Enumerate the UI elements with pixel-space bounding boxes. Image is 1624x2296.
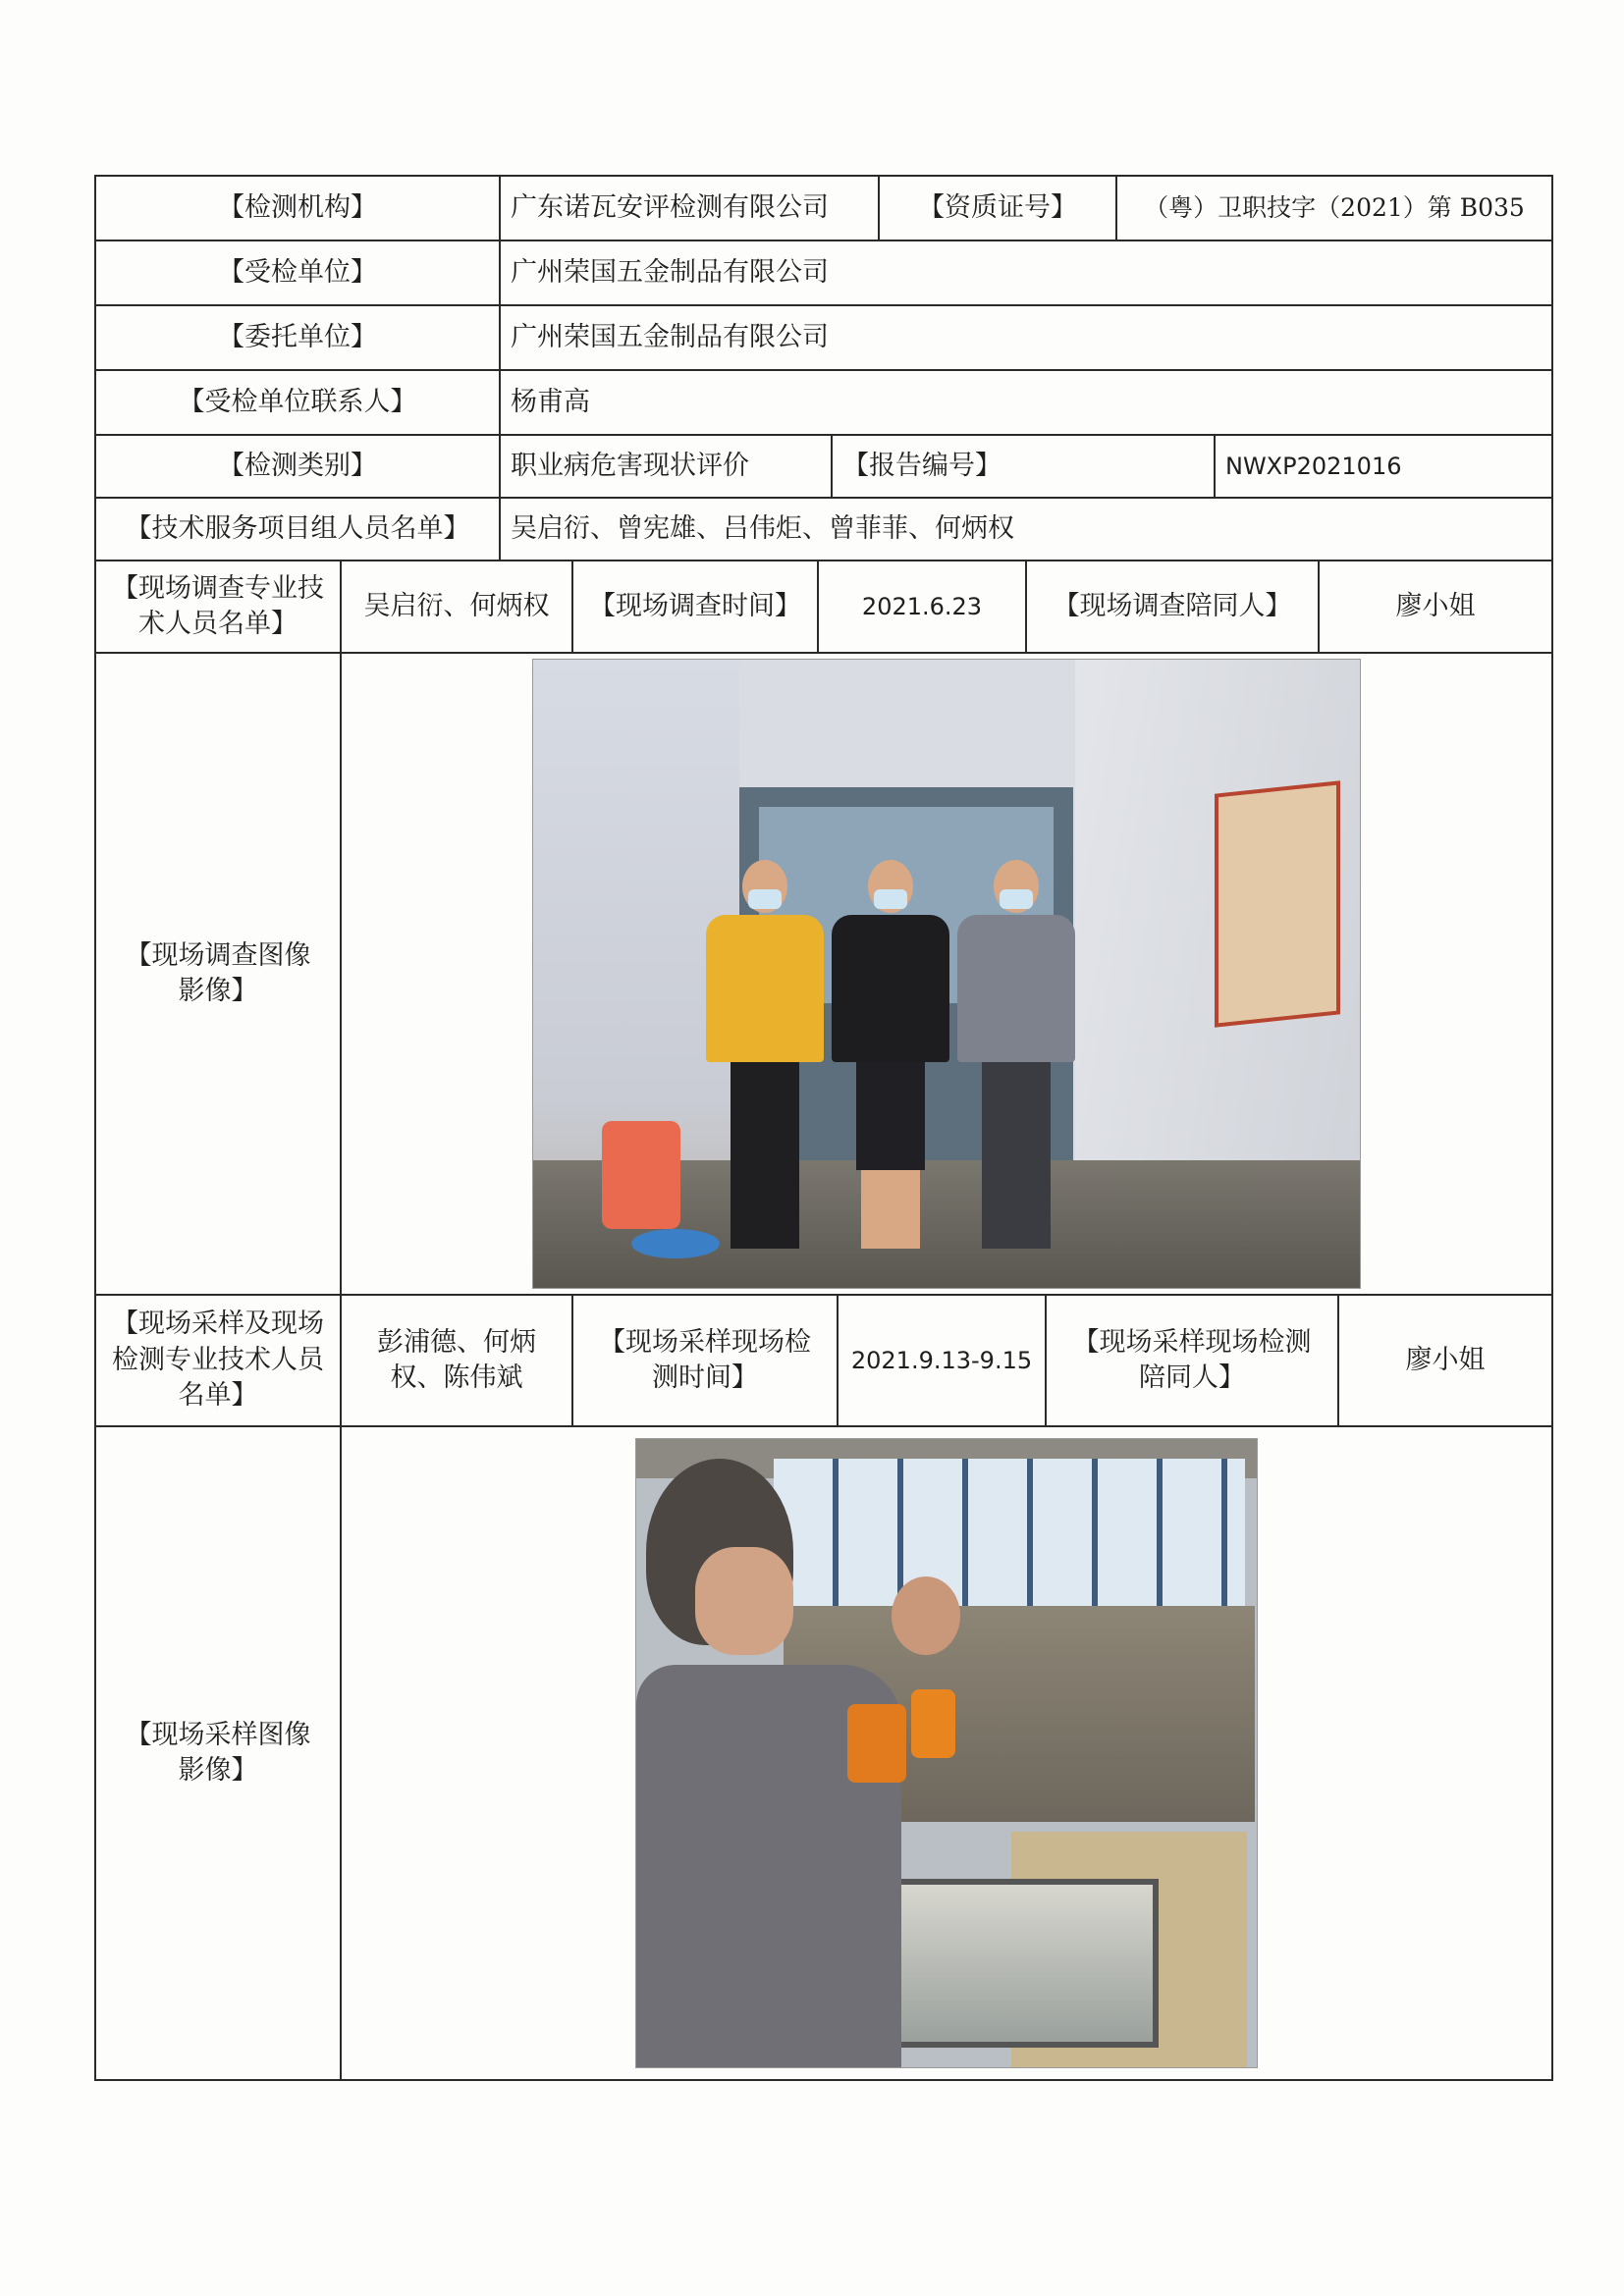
sampling-staff-label: 【现场采样及现场检测专业技术人员名单】	[96, 1296, 342, 1425]
team-label: 【技术服务项目组人员名单】	[96, 499, 501, 560]
org-value: 广东诺瓦安评检测有限公司	[501, 177, 880, 240]
row-team	[94, 499, 1553, 561]
row-contact	[94, 371, 1553, 436]
inspected-label: 【受检单位】	[96, 241, 501, 304]
team-value: 吴启衍、曾宪雄、吕伟炬、曾菲菲、何炳权	[511, 512, 1014, 544]
org-label: 【检测机构】	[96, 177, 501, 240]
survey-time-value: 2021.6.23	[819, 561, 1027, 652]
row-org	[94, 175, 1553, 241]
sampling-photo	[635, 1438, 1258, 2068]
inspection-info-table	[94, 175, 1553, 2081]
report-label: 【报告编号】	[833, 436, 1216, 497]
sampling-time-value: 2021.9.13-9.15	[839, 1296, 1047, 1425]
category-value: 职业病危害现状评价	[501, 436, 833, 497]
sampling-companion-label: 【现场采样现场检测陪同人】	[1047, 1296, 1339, 1425]
survey-companion-label: 【现场调查陪同人】	[1027, 561, 1320, 652]
category-label: 【检测类别】	[96, 436, 501, 497]
report-value: NWXP2021016	[1225, 452, 1402, 480]
row-survey-photo	[94, 654, 1553, 1296]
client-value: 广州荣国五金制品有限公司	[511, 321, 829, 352]
contact-label: 【受检单位联系人】	[96, 371, 501, 434]
row-sampling-info	[94, 1296, 1553, 1427]
row-client	[94, 306, 1553, 371]
survey-staff-value: 吴启衍、何炳权	[342, 561, 573, 652]
row-category	[94, 436, 1553, 499]
survey-photo-cell	[342, 654, 1551, 1294]
cert-value: （粤）卫职技字（2021）第 B035	[1144, 193, 1525, 223]
row-survey-info	[94, 561, 1553, 654]
survey-image-label: 【现场调查图像影像】	[96, 654, 342, 1294]
sampling-staff-value: 彭浦德、何炳权、陈伟斌	[342, 1296, 573, 1425]
survey-staff-label: 【现场调查专业技术人员名单】	[96, 561, 342, 652]
cert-label: 【资质证号】	[880, 177, 1117, 240]
inspected-value: 广州荣国五金制品有限公司	[511, 256, 829, 288]
row-inspected	[94, 241, 1553, 306]
sampling-photo-cell	[342, 1427, 1551, 2079]
survey-companion-value: 廖小姐	[1395, 590, 1476, 621]
survey-photo	[532, 659, 1361, 1289]
contact-value: 杨甫高	[511, 386, 590, 417]
client-label: 【委托单位】	[96, 306, 501, 369]
sampling-companion-value: 廖小姐	[1405, 1344, 1486, 1375]
sampling-image-label: 【现场采样图像影像】	[96, 1427, 342, 2079]
row-sampling-photo	[94, 1427, 1553, 2081]
sampling-time-label: 【现场采样现场检测时间】	[573, 1296, 839, 1425]
survey-time-label: 【现场调查时间】	[573, 561, 819, 652]
